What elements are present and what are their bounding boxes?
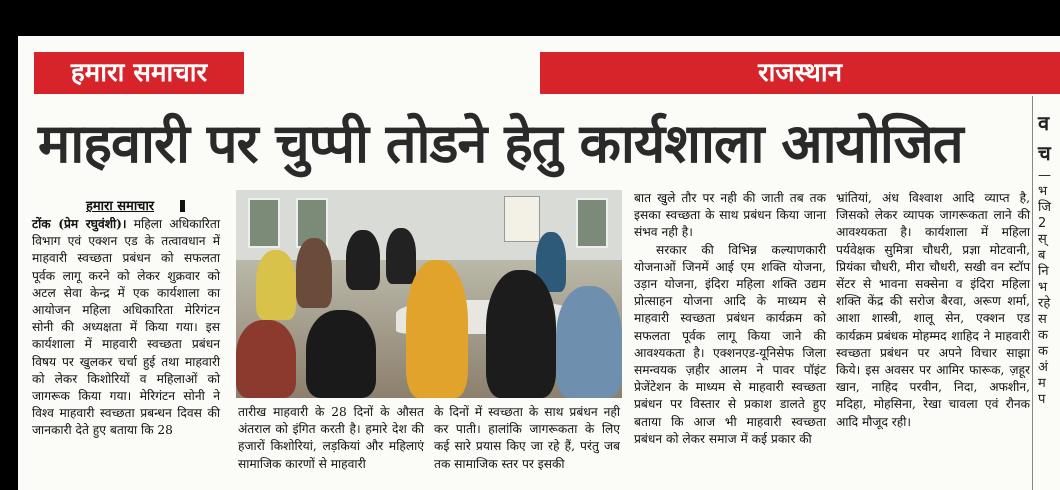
- article-column-2: तारीख माहवारी के 28 दिनों के औसत अंतराल को इंगित करती है। हमारे देश की हजारों किशोरियां, लड़कियां और महिलाएं सामाजिक कारणों से माहवारी: [238, 405, 424, 471]
- column-1-text: महिला अधिकारिता विभाग एवं एक्शन एड के तत्वावधान में माहवारी स्वच्छता प्रबंधन को सफलता पूर्वक लागू करने को लेकर शुक्रवार को अटल सेवा केन्द्र में एक कार्यशाला का आयोजन महिला अधिकारिता मेरिगंटन सोनी की अध्यक्षता में किया गया। इस कार्यशाला में माहवारी स्वच्छता प्रबंधन विषय पर खुलकर चर्चा हुई तथा माहवारी को लेकर किशोरियों व महिलाओं को जागरूक किया गया। मेरिगंटन सोनी ने विश्व माहवारी स्वच्छता प्रबन्धन दिवस की जानकारी देते हुए बताया कि 28: [32, 217, 220, 438]
- side-char: —: [1038, 168, 1051, 183]
- side-char: म: [1038, 376, 1046, 391]
- byline-marker: [180, 200, 185, 212]
- side-char: प: [1038, 392, 1046, 407]
- side-char: रहे: [1038, 296, 1051, 311]
- article-column-5: भ्रांतियां, अंध विश्वाश आदि व्याप्त है, जिसको लेकर व्यापक जागरूकता लाने की आवश्यकता है। कार्यशाला में महिला पर्यवेक्षक सुमित्रा चौधरी, प्रज्ञा मोटवानी, प्रियंका चौधरी, मीरा चौधरी, सखी वन स्टॉप सेंटर से भावना सक्सेना व इंदिरा महिला शक्ति केंद्र की सरोज बैरवा, अरूण शर्मा, आशा शास्त्री, शालू सेन, एक्शन एड कार्यक्रम प्रबंधक मोहम्मद शाहिद ने माहवारी स्वच्छता प्रबंधन पर अपने विचार साझा किये। इस अवसर पर आमिर फारूक, ज़हूर खान, नाहिद परवीन, निदा, अफशीन, मदिहा, मोहसिना, रेखा चावला एवं रौनक आदि मौजूद रही।: [836, 191, 1030, 429]
- article-column-3: के दिनों में स्वच्छता के साथ प्रबंधन नही कर पाती। हालांकि जागरूकता के लिए कई सारे प्रयास किए जा रहे हैं, परंतु जब तक सामाजिक स्तर पर इसकी: [434, 405, 620, 471]
- column-divider: [1032, 96, 1033, 490]
- dateline: टोंक (प्रेम रघुवंशी)।: [32, 217, 127, 231]
- side-char: क: [1038, 344, 1048, 359]
- side-char: क: [1038, 328, 1048, 343]
- column-4-para-2: सरकार की विभिन्न कल्याणकारी योजनाओं जिनमें आई एम शक्ति योजना, उड़ान योजना, इंदिरा महिला शक्ति उद्यम प्रोत्साहन योजना आदि के माध्यम से माहवारी स्वच्छता प्रबंधन कार्यक्रम को सफलता पूर्वक लागू किया जाने की आवश्यकता है। एक्शनएड-यूनिसेफ जिला समन्वयक ज़हीर आलम ने पावर पॉइंट प्रेजेंटेशन के माध्यम से माहवारी स्वच्छता प्रबंधन पर विस्तार से प्रकाश डालते हुए बताया कि आज भी माहवारी स्वच्छता प्रबंधन को लेकर समाज में कई प्रकार की: [634, 242, 826, 446]
- side-char: नि: [1038, 264, 1049, 279]
- black-border-top: [0, 0, 1060, 36]
- side-char: अं: [1038, 360, 1048, 375]
- article-column-4: [634, 190, 826, 448]
- side-char: व: [1038, 111, 1050, 135]
- section-banner-left: हमारा समाचार: [34, 52, 244, 94]
- article-headline: माहवारी पर चुप्पी तोडने हेतु कार्यशाला आयोजित: [38, 112, 963, 175]
- side-char: 2: [1038, 216, 1047, 231]
- workshop-photo: [236, 190, 622, 398]
- side-char: भ: [1038, 184, 1048, 199]
- side-char: च: [1038, 141, 1051, 165]
- column-4-para-1: बात खुले तौर पर नही की जाती तब तक इसका स्वच्छता के साथ प्रबंधन किया जाना संभव नही है।: [634, 191, 826, 240]
- side-char: जि: [1038, 200, 1052, 215]
- side-char: स: [1038, 312, 1047, 327]
- side-char: ब: [1038, 248, 1046, 263]
- adjacent-article-edge: [1038, 108, 1060, 408]
- side-char: स्: [1038, 232, 1047, 247]
- section-banner-right: राजस्थान: [540, 52, 1060, 94]
- article-column-1: [32, 216, 220, 440]
- article-byline: हमारा समाचार: [86, 199, 155, 214]
- side-char: भ: [1038, 280, 1048, 295]
- black-border-left: [0, 0, 18, 490]
